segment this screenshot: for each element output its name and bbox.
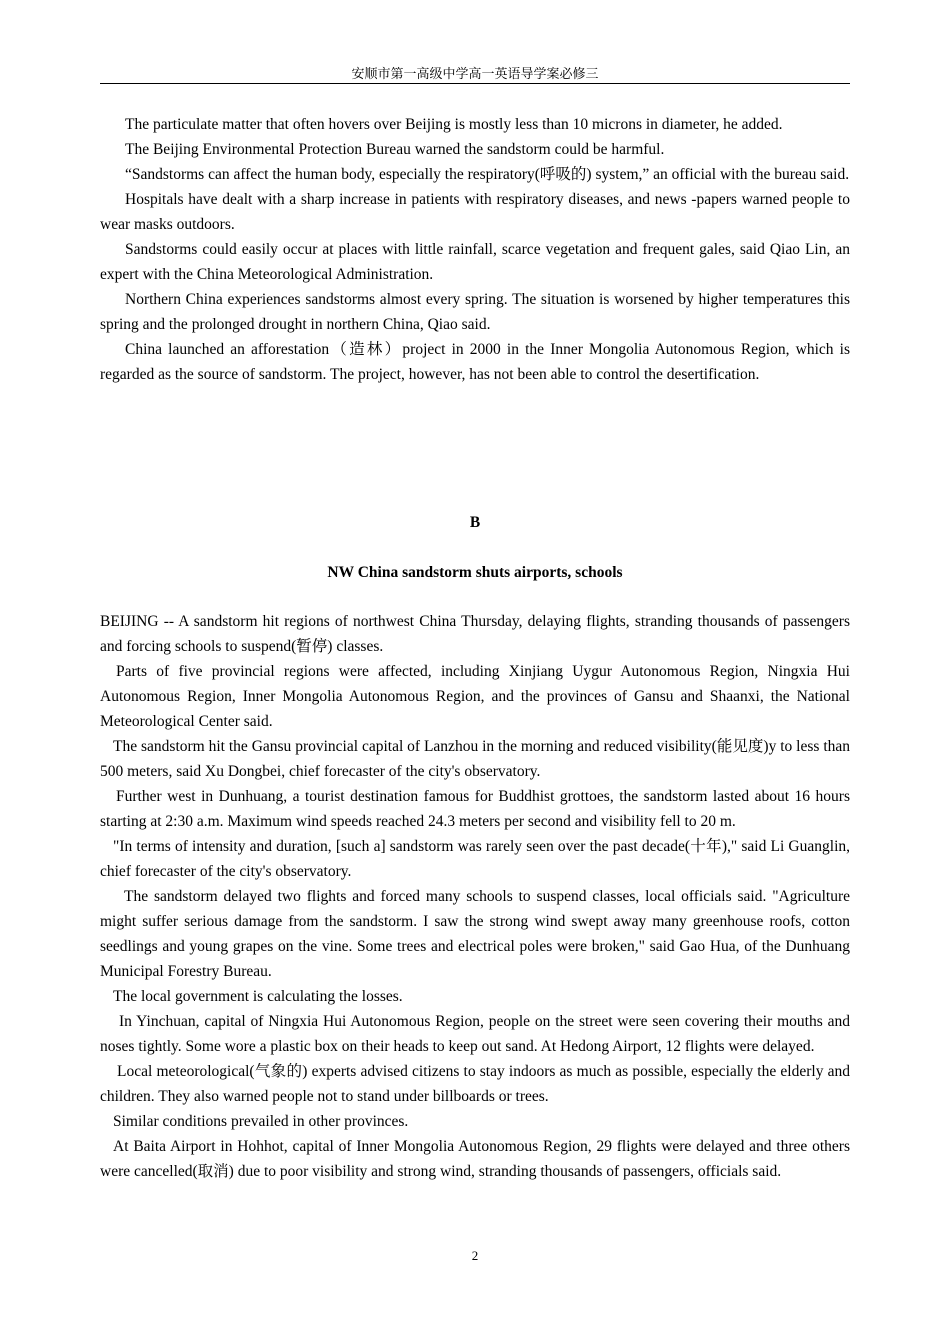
paragraph: At Baita Airport in Hohhot, capital of Inner Mongolia Autonomous Region, 29 flights were delayed and three others were cancelled(取消) due to poor visibility and strong wind, stranding thousands of passengers, officials said.: [100, 1138, 850, 1180]
paragraph: The sandstorm delayed two flights and forced many schools to suspend classes, local officials said. "Agriculture might suffer serious damage from the sandstorm. I saw the strong wind swept away many greenhouse roofs, cotton seedlings and young grapes on the vine. Some trees and electrical poles were broken," said Gao Hua, of the Dunhuang Municipal Forestry Bureau.: [100, 888, 850, 980]
paragraph: Hospitals have dealt with a sharp increase in patients with respiratory diseases, and news -papers warned people to wear masks outdoors.: [100, 191, 850, 233]
paragraph: The sandstorm hit the Gansu provincial capital of Lanzhou in the morning and reduced visibility(能见度)y to less than 500 meters, said Xu Dongbei, chief forecaster of the city's observatory.: [100, 738, 850, 780]
paragraph: Further west in Dunhuang, a tourist destination famous for Buddhist grottoes, the sandstorm lasted about 16 hours starting at 2:30 a.m. Maximum wind speeds reached 24.3 meters per second and visibility fell to 20 m.: [100, 788, 850, 830]
paragraph: The Beijing Environmental Protection Bureau warned the sandstorm could be harmful.: [125, 141, 665, 158]
paragraph: Northern China experiences sandstorms almost every spring. The situation is worsened by higher temperatures this spring and the prolonged drought in northern China, Qiao said.: [100, 291, 850, 333]
paragraph: “Sandstorms can affect the human body, especially the respiratory(呼吸的) system,” an official with the bureau said.: [125, 166, 850, 183]
paragraph: The local government is calculating the losses.: [113, 988, 403, 1005]
article-title: NW China sandstorm shuts airports, schools: [327, 564, 623, 581]
paragraph: Parts of five provincial regions were affected, including Xinjiang Uygur Autonomous Region, Ningxia Hui Autonomous Region, Inner Mongolia Autonomous Region, and the provinces of Gansu and Shaanxi, the National Meteorological Center said.: [100, 663, 850, 730]
paragraph: BEIJING -- A sandstorm hit regions of northwest China Thursday, delaying flights, stranding thousands of passengers and forcing schools to suspend(暂停) classes.: [100, 613, 850, 655]
section-b-text: [100, 609, 850, 1184]
paragraph: "In terms of intensity and duration, [such a] sandstorm was rarely seen over the past decade(十年)," said Li Guanglin, chief forecaster of the city's observatory.: [100, 838, 850, 880]
section-a-text: [100, 112, 850, 387]
header-divider: [100, 83, 850, 84]
paragraph: In Yinchuan, capital of Ningxia Hui Autonomous Region, people on the street were seen covering their mouths and noses tightly. Some wore a plastic box on their heads to keep out sand. At Hedong Airport, 12 flights were delayed.: [100, 1013, 850, 1055]
paragraph: Sandstorms could easily occur at places with little rainfall, scarce vegetation and frequent gales, said Qiao Lin, an expert with the China Meteorological Administration.: [100, 241, 850, 283]
paragraph: The particulate matter that often hovers over Beijing is mostly less than 10 microns in diameter, he added.: [125, 116, 783, 133]
paragraph: Similar conditions prevailed in other provinces.: [113, 1113, 409, 1130]
page-number: 2: [471, 1248, 479, 1263]
page-header: 安顺市第一高级中学高一英语导学案必修三: [351, 66, 599, 81]
section-label: B: [469, 514, 481, 531]
paragraph: China launched an afforestation（造林）project in 2000 in the Inner Mongolia Autonomous Region, which is regarded as the source of sandstorm. The project, however, has not been able to control the desertification.: [100, 341, 850, 383]
paragraph: Local meteorological(气象的) experts advised citizens to stay indoors as much as possible, especially the elderly and children. They also warned people not to stand under billboards or trees.: [100, 1063, 850, 1105]
